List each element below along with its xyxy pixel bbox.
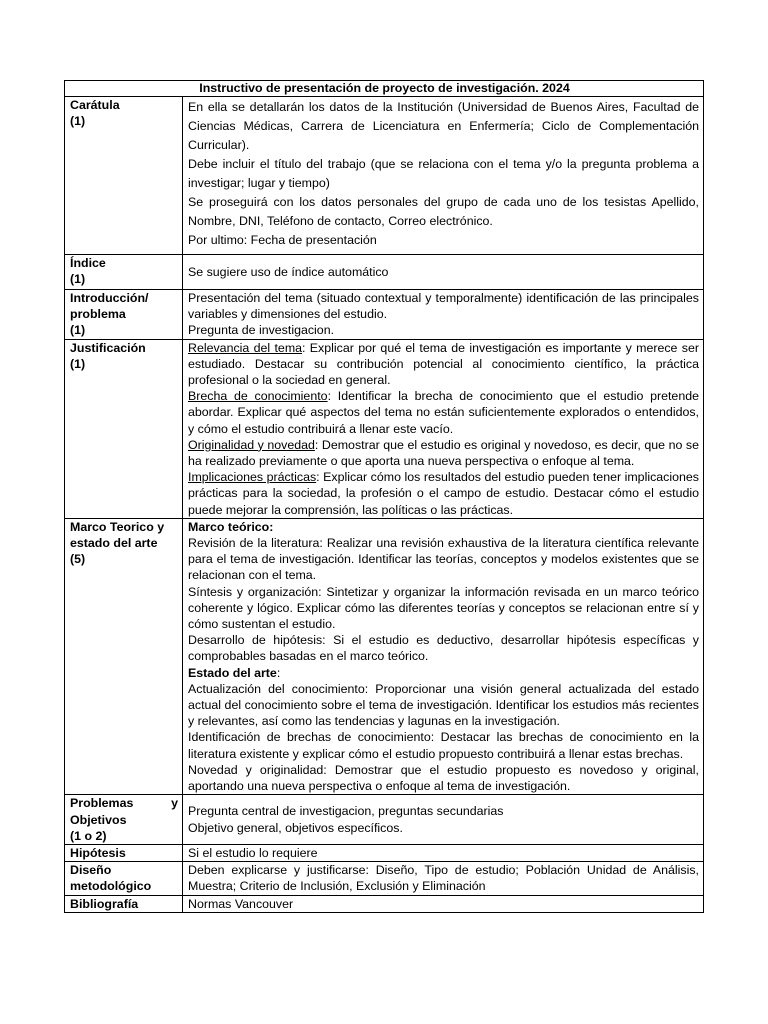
label-diseno: Diseño metodológico xyxy=(65,862,183,895)
title-row xyxy=(65,81,704,97)
row-justificacion xyxy=(65,339,704,518)
caratula-line: Por ultimo: Fecha de presentación xyxy=(188,233,377,247)
justificacion-item: Relevancia del tema: Explicar por qué el tema de investigación es importante y merece ser estudiado. Destacar su contribución potencial al conocimiento científico, la práctica profesional o la sociedad en general. xyxy=(188,340,699,388)
content-caratula xyxy=(183,97,704,255)
justificacion-item: Implicaciones prácticas: Explicar cómo los resultados del estudio pueden tener implicaciones prácticas para la sociedad, la profesión o el campo de estudio. Destacar cómo el estudio puede mejorar la comprensión, las políticas o las prácticas. xyxy=(188,470,699,517)
label-introduccion: Introducción/ problema (1) xyxy=(65,290,183,340)
row-caratula xyxy=(65,97,704,255)
label-indice: Índice (1) xyxy=(65,255,183,290)
estado-arte-heading: Estado del arte: xyxy=(188,665,281,680)
instructions-table xyxy=(64,80,704,913)
content-bibliografia: Normas Vancouver xyxy=(183,895,704,912)
content-diseno: Deben explicarse y justificarse: Diseño, Tipo de estudio; Población Unidad de Análisis, Muestra; Criterio de Inclusión, Exclusión y Eliminación xyxy=(183,862,704,895)
label-justificacion: Justificación (1) xyxy=(65,339,183,518)
row-hipotesis xyxy=(65,844,704,861)
justificacion-item: Originalidad y novedad: Demostrar que el estudio es original y novedoso, es decir, que no se ha realizado previamente o que aporta una nueva perspectiva o enfoque al tema. xyxy=(188,437,699,469)
row-problemas xyxy=(65,795,704,845)
content-hipotesis: Si el estudio lo requiere xyxy=(183,844,704,861)
label-caratula: Carátula (1) xyxy=(65,97,183,255)
content-problemas: Pregunta central de investigacion, preguntas secundarias Objetivo general, objetivos específicos. xyxy=(183,795,704,845)
marco-teorico-heading: Marco teórico: xyxy=(188,519,274,534)
label-problemas: Problemas y Objetivos (1 o 2) xyxy=(65,795,183,845)
justificacion-item: Brecha de conocimiento: Identificar la brecha de conocimiento que el estudio pretende abordar. Explicar qué aspectos del tema no están suficientemente explorados o entendidos, y cómo el estudio contribuirá a llenar este vacío. xyxy=(188,389,699,436)
document-title: Instructivo de presentación de proyecto de investigación. 2024 xyxy=(65,81,704,97)
content-marco: Marco teórico: Revisión de la literatura: Realizar una revisión exhaustiva de la literatura científica relevante para el tema de investigación. Identificar las teorías, conceptos y modelos existentes que se relacionan con el tema. Síntesis y organización: Sintetizar y organizar la información revisada en un marco teórico coherente y lógico. Explicar cómo las diferentes teorías y conceptos se relacionan entre sí y cómo sustentan el estudio. Desarrollo de hipótesis: Si el estudio es deductivo, desarrollar hipótesis específicas y comprobables basadas en el marco teórico. Estado del arte: Actualización del conocimiento: Proporcionar una visión general actualizada del estado actual del conocimiento sobre el tema de investigación. Identificar los estudios más recientes y relevantes, así como las tendencias y lagunas en la investigación. Identificación de brechas de conocimiento: Destacar las brechas de conocimiento en la literatura existente y explicar cómo el estudio propuesto contribuirá a llenar estas brechas. Novedad y originalidad: Demostrar que el estudio propuesto es novedoso y original, aportando una nueva perspectiva o enfoque al tema de investigación. xyxy=(183,518,704,794)
row-marco xyxy=(65,518,704,794)
caratula-line: En ella se detallarán los datos de la Institución (Universidad de Buenos Aires, Facultad de Ciencias Médicas, Carrera de Licenciatura en Enfermería; Ciclo de Complementación Curricular). xyxy=(188,100,699,152)
label-marco: Marco Teorico y estado del arte (5) xyxy=(65,518,183,794)
label-hipotesis: Hipótesis xyxy=(65,844,183,861)
content-introduccion: Presentación del tema (situado contextual y temporalmente) identificación de las principales variables y dimensiones del estudio. Pregunta de investigacion. xyxy=(183,290,704,340)
caratula-line: Debe incluir el título del trabajo (que se relaciona con el tema y/o la pregunta problema a investigar; lugar y tiempo) xyxy=(188,157,699,190)
row-bibliografia xyxy=(65,895,704,912)
row-diseno xyxy=(65,862,704,895)
content-indice: Se sugiere uso de índice automático xyxy=(183,255,704,290)
row-indice xyxy=(65,255,704,290)
row-introduccion xyxy=(65,290,704,340)
caratula-line: Se proseguirá con los datos personales del grupo de cada uno de los tesistas Apellido, Nombre, DNI, Teléfono de contacto, Correo electrónico. xyxy=(188,195,699,228)
content-justificacion xyxy=(183,339,704,518)
label-bibliografia: Bibliografía xyxy=(65,895,183,912)
